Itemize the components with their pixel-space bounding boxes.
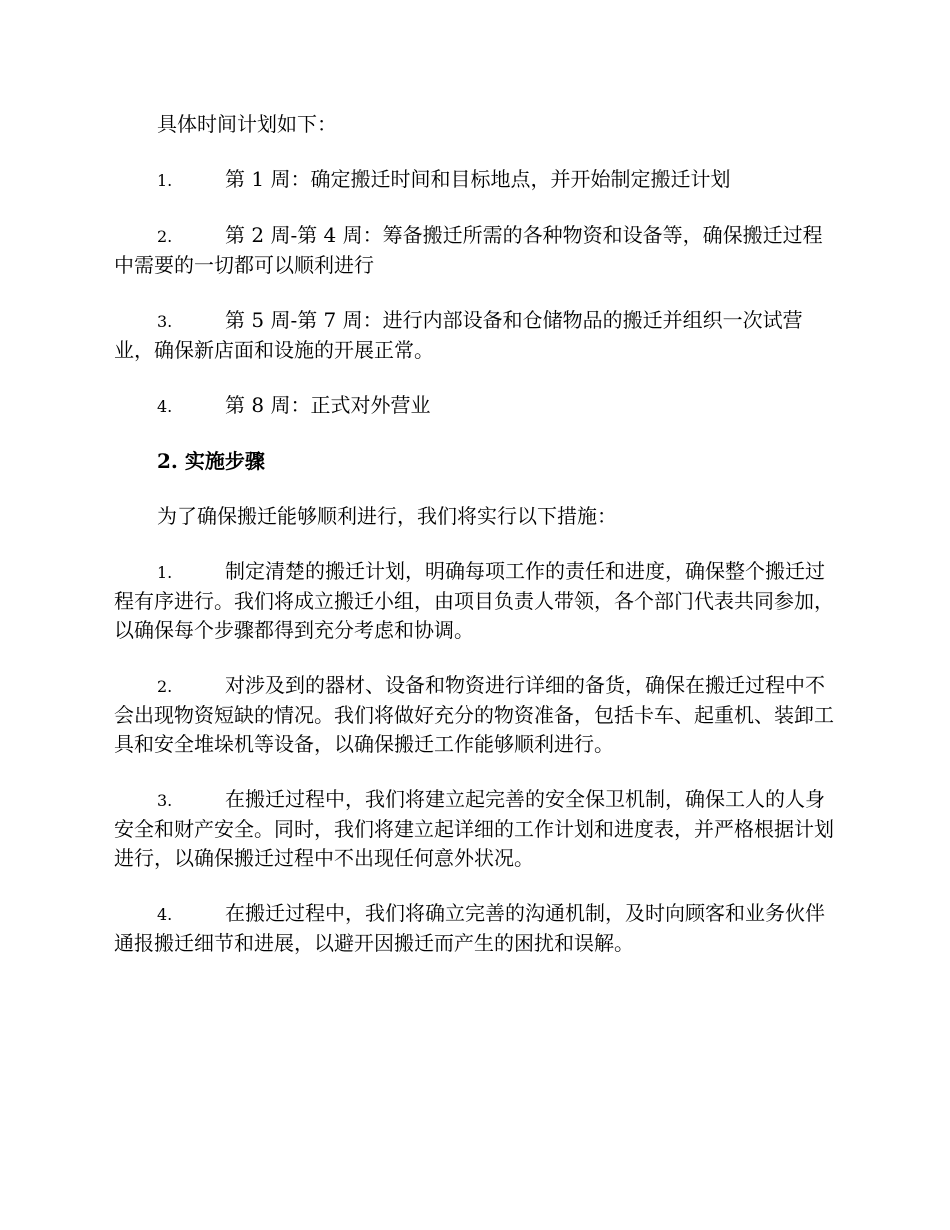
step-item-3	[114, 785, 834, 873]
list-item-text: 在搬迁过程中，我们将建立起完善的安全保卫机制，确保工人的人身安全和财产安全。同时，我们将建立起详细的工作计划和进度表，并严格根据计划进行，以确保搬迁过程中不出现任何意外状况。	[114, 787, 834, 870]
list-item-text: 第 8 周：正式对外营业	[225, 393, 431, 417]
schedule-item-2	[114, 221, 834, 280]
list-number: 1.	[157, 171, 173, 190]
list-number: 1.	[157, 563, 173, 582]
list-item-text: 第 5 周-第 7 周：进行内部设备和仓储物品的搬迁并组织一次试营业，确保新店面和设施的开展正常。	[114, 308, 803, 362]
list-number: 4.	[157, 397, 173, 416]
list-number: 4.	[157, 905, 173, 924]
step-item-4	[114, 899, 834, 958]
list-number: 2.	[157, 677, 173, 696]
section-heading: 2. 实施步骤	[157, 449, 265, 473]
list-item-text: 第 2 周-第 4 周：筹备搬迁所需的各种物资和设备等，确保搬迁过程中需要的一切都可以顺利进行	[114, 223, 823, 277]
list-number: 3.	[157, 791, 173, 810]
list-number: 3.	[157, 312, 173, 331]
schedule-item-4	[114, 391, 834, 421]
list-item-text: 在搬迁过程中，我们将确立完善的沟通机制，及时向顾客和业务伙伴通报搬迁细节和进展，以避开因搬迁而产生的困扰和误解。	[114, 901, 825, 955]
list-number: 2.	[157, 227, 173, 246]
section-intro: 为了确保搬迁能够顺利进行，我们将实行以下措施：	[157, 504, 617, 528]
schedule-intro: 具体时间计划如下：	[157, 112, 337, 136]
list-item-text: 制定清楚的搬迁计划，明确每项工作的责任和进度，确保整个搬迁过程有序进行。我们将成立搬迁小组，由项目负责人带领，各个部门代表共同参加，以确保每个步骤都得到充分考虑和协调。	[114, 559, 834, 642]
list-item-text: 对涉及到的器材、设备和物资进行详细的备货，确保在搬迁过程中不会出现物资短缺的情况。我们将做好充分的物资准备，包括卡车、起重机、装卸工具和安全堆垛机等设备，以确保搬迁工作能够顺利进行。	[114, 673, 834, 756]
schedule-item-1	[114, 165, 834, 195]
list-item-text: 第 1 周：确定搬迁时间和目标地点，并开始制定搬迁计划	[225, 167, 731, 191]
step-item-2	[114, 671, 834, 759]
step-item-1	[114, 557, 834, 645]
schedule-item-3	[114, 306, 834, 365]
